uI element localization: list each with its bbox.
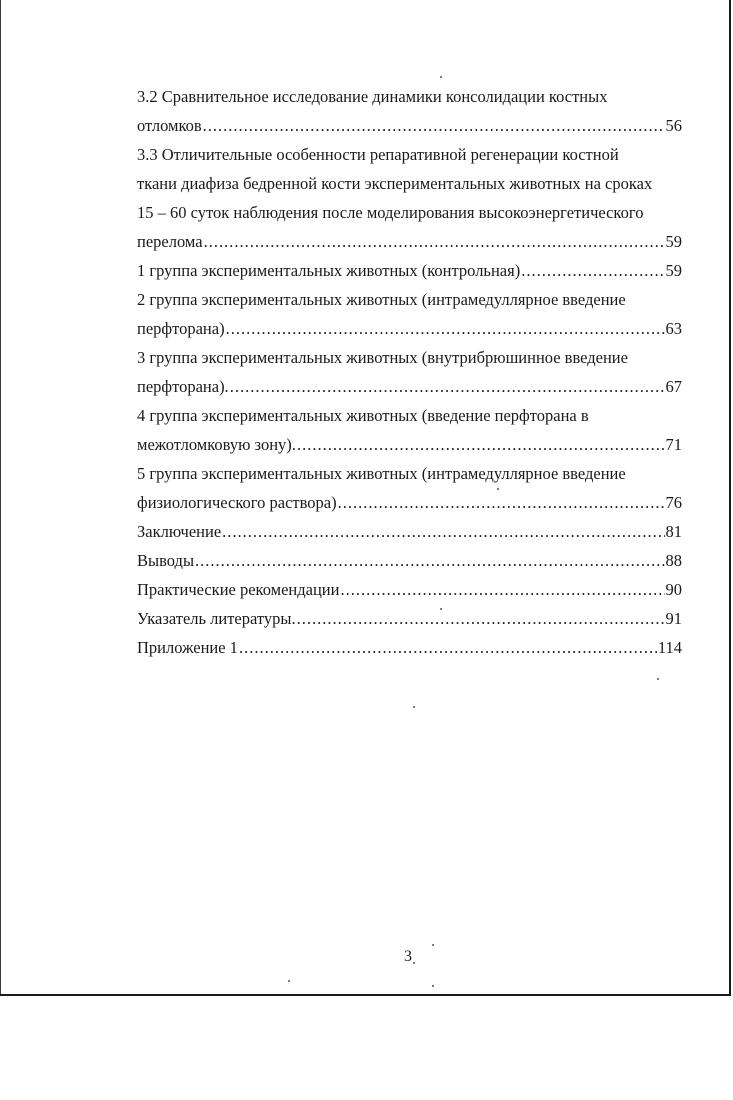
scan-speck [440,608,442,610]
toc-entry-text-line: 15 – 60 суток наблюдения после моделирования высокоэнергетического [137,203,644,222]
toc-entry-title-end: перфторана). [137,377,229,396]
scan-speck [288,980,290,982]
toc-entry-title-end: Практические рекомендации [137,580,340,599]
dot-leader [226,316,665,342]
toc-entry-text-line: 3.2 Сравнительное исследование динамики консолидации костных [137,87,608,106]
dot-leader [204,229,665,255]
toc-entry-title-end: Заключение [137,522,222,541]
toc-entry-leader-line [137,635,682,664]
toc-entry-title-end: Приложение 1 [137,638,238,657]
dot-leader [222,519,664,545]
page-number: 3 [404,948,412,965]
toc-entry-text-line: 3.3 Отличительные особенности репаративной регенерации костной [137,145,619,164]
toc-entry-group-2[interactable] [137,287,682,345]
toc-entry-title-end: физиологического раствора) [137,493,337,512]
dot-leader [340,577,664,603]
toc-page-number: 59 [665,261,682,280]
toc-entry-leader-line [137,548,682,577]
dot-leader [297,432,665,458]
dot-leader [239,635,657,661]
dot-leader [195,548,664,574]
toc-page-number: 81 [665,522,682,541]
toc-entry-leader-line [137,519,682,548]
dot-leader [230,374,665,400]
scan-speck [440,76,442,78]
toc-entry-leader-line [137,432,682,461]
toc-page-number: 91 [665,609,682,628]
toc-entry-group-5[interactable] [137,461,682,519]
scan-speck [497,488,499,490]
toc-entry-appendix-1[interactable] [137,635,682,664]
toc-entry-conclusion[interactable] [137,519,682,548]
toc-entry-text-line: 3 группа экспериментальных животных (внутрибрюшинное введение [137,348,628,367]
toc-page-number: 90 [665,580,682,599]
scan-speck [657,678,659,680]
toc-entry-title-end: Выводы [137,551,195,570]
toc-entry-recommendations[interactable] [137,577,682,606]
toc-entry-group-3[interactable] [137,345,682,403]
toc-entry-3-2[interactable] [137,84,682,142]
toc-entry-leader-line [137,113,682,142]
scan-speck [432,985,434,987]
toc-page-number: 56 [665,116,682,135]
dot-leader [203,113,665,139]
toc-entry-leader-line [137,316,682,345]
toc-entry-title-end: межотломковую зону). [137,435,296,454]
toc-page-number: 67 [665,377,682,396]
toc-entry-title-end: перелома [137,232,203,251]
toc-page-number: 88 [665,551,682,570]
dot-leader [521,258,664,284]
toc-entry-references[interactable] [137,606,682,635]
scan-speck [432,944,434,946]
scan-speck [413,962,415,964]
toc-entry-leader-line [137,606,682,635]
dot-leader [338,490,665,516]
toc-entry-leader-line [137,258,682,287]
toc-entry-leader-line [137,577,682,606]
toc-entry-group-1[interactable] [137,258,682,287]
toc-entry-leader-line [137,374,682,403]
scan-speck [413,706,415,708]
toc-entry-title-end: Указатель литературы. [137,609,296,628]
dot-leader [297,606,665,632]
toc-entry-group-4[interactable] [137,403,682,461]
toc-entry-leader-line [137,490,682,519]
table-of-contents [137,84,682,664]
toc-entry-leader-line [137,229,682,258]
toc-entry-findings[interactable] [137,548,682,577]
toc-entry-title-end: 1 группа экспериментальных животных (контрольная) [137,261,521,280]
toc-page-number: 71 [665,435,682,454]
toc-page-number: 63 [665,319,682,338]
toc-page-number: 114 [657,638,682,657]
toc-entry-text-line: 2 группа экспериментальных животных (интрамедуллярное введение [137,290,626,309]
toc-entry-text-line: 5 группа экспериментальных животных (интрамедуллярное введение [137,464,626,483]
toc-page-number: 59 [665,232,682,251]
toc-entry-title-end: перфторана) [137,319,225,338]
toc-entry-text-line: ткани диафиза бедренной кости экспериментальных животных на сроках [137,174,653,193]
toc-entry-title-end: отломков [137,116,202,135]
toc-page-number: 76 [665,493,682,512]
toc-entry-text-line: 4 группа экспериментальных животных (введение перфторана в [137,406,589,425]
toc-entry-3-3[interactable] [137,142,682,258]
